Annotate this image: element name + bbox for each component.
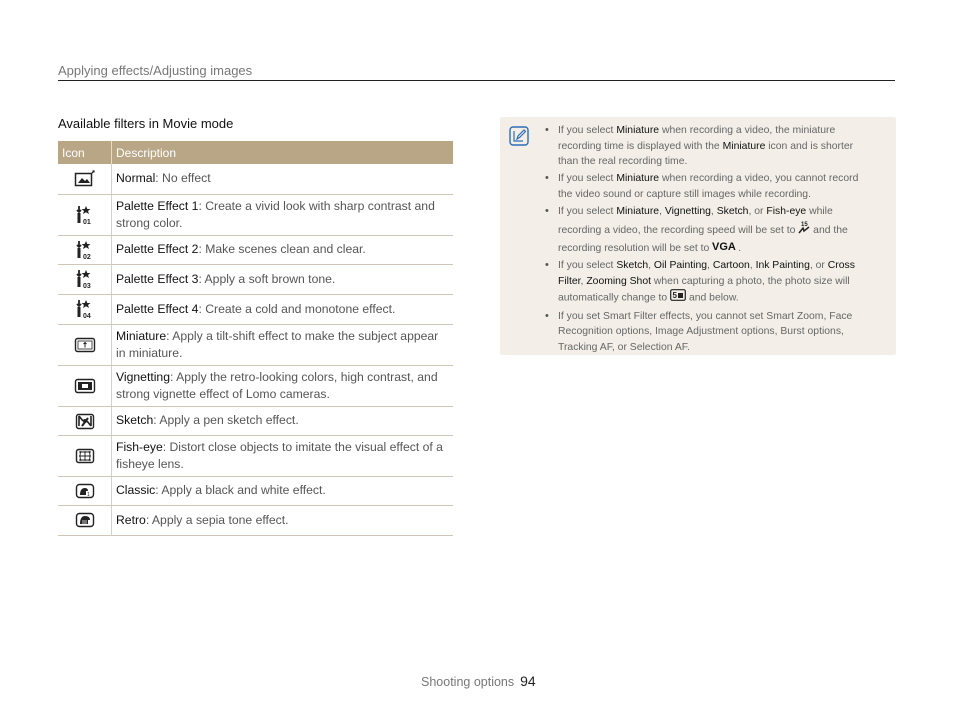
filter-name: Palette Effect 1 [116, 198, 199, 213]
column-header-description: Description [112, 141, 454, 164]
svg-text:03: 03 [82, 283, 91, 290]
table-row [58, 235, 453, 264]
row-description [112, 164, 454, 194]
filter-desc: : Create a vivid look with sharp contrast and strong color. [116, 198, 435, 230]
table-row [58, 264, 453, 294]
table-row [58, 365, 453, 406]
filter-name: Retro [116, 512, 146, 527]
footer-section: Shooting options [421, 675, 515, 689]
filter-name: Miniature [116, 328, 167, 343]
svg-text:02: 02 [82, 253, 91, 261]
classic-icon [58, 476, 112, 505]
row-description [112, 235, 454, 264]
filter-name: Sketch [116, 413, 154, 427]
note-box [500, 117, 896, 355]
palette-effect-1-icon [58, 194, 112, 235]
svg-text:1: 1 [86, 491, 90, 498]
filter-name: Palette Effect 4 [116, 301, 199, 316]
photo-size-5m-icon [670, 289, 686, 307]
retro-icon [58, 505, 112, 535]
palette-effect-2-icon [58, 235, 112, 264]
filters-table [58, 141, 453, 536]
row-description [112, 264, 454, 294]
filter-name: Vignetting [116, 369, 170, 384]
row-description [112, 194, 454, 235]
table-row [58, 505, 453, 535]
recording-speed-icon [798, 220, 810, 241]
note-item: • If you set Smart Filter effects, you cannot set Smart Zoom, Face Recognition options, Image Adjustment options, Burst options, Tracking AF, or Selection AF. [544, 309, 874, 356]
row-description [112, 406, 454, 435]
row-description [112, 294, 454, 324]
normal-icon [58, 164, 112, 194]
column-header-icon: Icon [58, 141, 112, 164]
palette-effect-3-icon [58, 264, 112, 294]
filter-desc: : Apply the retro-looking colors, high contrast, and strong vignette effect of Lomo cameras. [116, 369, 438, 401]
table-row [58, 324, 453, 365]
note-item: • If you select Miniature when recording a video, you cannot record the video sound or capture still images while recording. [544, 171, 874, 202]
vga-resolution-icon [712, 240, 738, 257]
note-pencil-icon [509, 126, 529, 151]
filter-desc: : Make scenes clean and clear. [198, 242, 366, 256]
svg-text:01: 01 [82, 218, 91, 226]
row-description [112, 505, 454, 535]
filter-name: Palette Effect 2 [116, 242, 199, 256]
svg-text:04: 04 [82, 313, 91, 320]
row-description [112, 476, 454, 505]
filter-name: Palette Effect 3 [116, 271, 199, 286]
filter-desc: : No effect [155, 171, 211, 186]
svg-text:15: 15 [801, 221, 808, 228]
note-item: • If you select Miniature, Vignetting, Sketch, or Fish-eye while recording a video, the recording speed will be set to 15 and the recording resolution will be set to VGA . [544, 204, 874, 257]
fish-eye-icon [58, 435, 112, 476]
note-item: • If you select Miniature when recording a video, the miniature recording time is displayed with the Miniature icon and is shorter than the real recording time. [544, 123, 874, 170]
page-header [58, 62, 895, 81]
table-row [58, 476, 453, 505]
row-description [112, 324, 454, 365]
note-list [544, 123, 874, 357]
vignetting-icon [58, 365, 112, 406]
filter-desc: : Create a cold and monotone effect. [198, 301, 396, 316]
row-description [112, 435, 454, 476]
row-description [112, 365, 454, 406]
note-item: • If you select Sketch, Oil Painting, Cartoon, Ink Painting, or Cross Filter, Zooming Shot when capturing a photo, the photo size will automatically change to 5 and below. [544, 258, 874, 307]
filter-desc: : Apply a pen sketch effect. [153, 413, 299, 427]
filter-desc: : Apply a black and white effect. [155, 483, 326, 497]
sketch-icon [58, 406, 112, 435]
filter-desc: : Apply a sepia tone effect. [145, 512, 289, 527]
filter-desc: : Apply a soft brown tone. [198, 271, 336, 286]
miniature-icon [58, 324, 112, 365]
palette-effect-4-icon [58, 294, 112, 324]
filter-name: Fish-eye [116, 439, 163, 454]
page-footer [421, 673, 536, 689]
filter-name: Classic [116, 483, 156, 497]
filter-desc: : Apply a tilt-shift effect to make the subject appear in miniature. [116, 328, 439, 360]
svg-text:5: 5 [672, 291, 678, 301]
table-row [58, 164, 453, 194]
table-row [58, 194, 453, 235]
table-row [58, 294, 453, 324]
table-row [58, 435, 453, 476]
filter-desc: : Distort close objects to imitate the visual effect of a fisheye lens. [116, 439, 443, 471]
svg-text:VGA: VGA [712, 241, 737, 252]
table-row [58, 406, 453, 435]
section-title: Available filters in Movie mode [58, 116, 234, 131]
page-number: 94 [520, 673, 536, 689]
table-header-row [58, 141, 453, 164]
header-title: Applying effects/Adjusting images [58, 63, 253, 78]
filter-name: Normal [116, 171, 156, 186]
